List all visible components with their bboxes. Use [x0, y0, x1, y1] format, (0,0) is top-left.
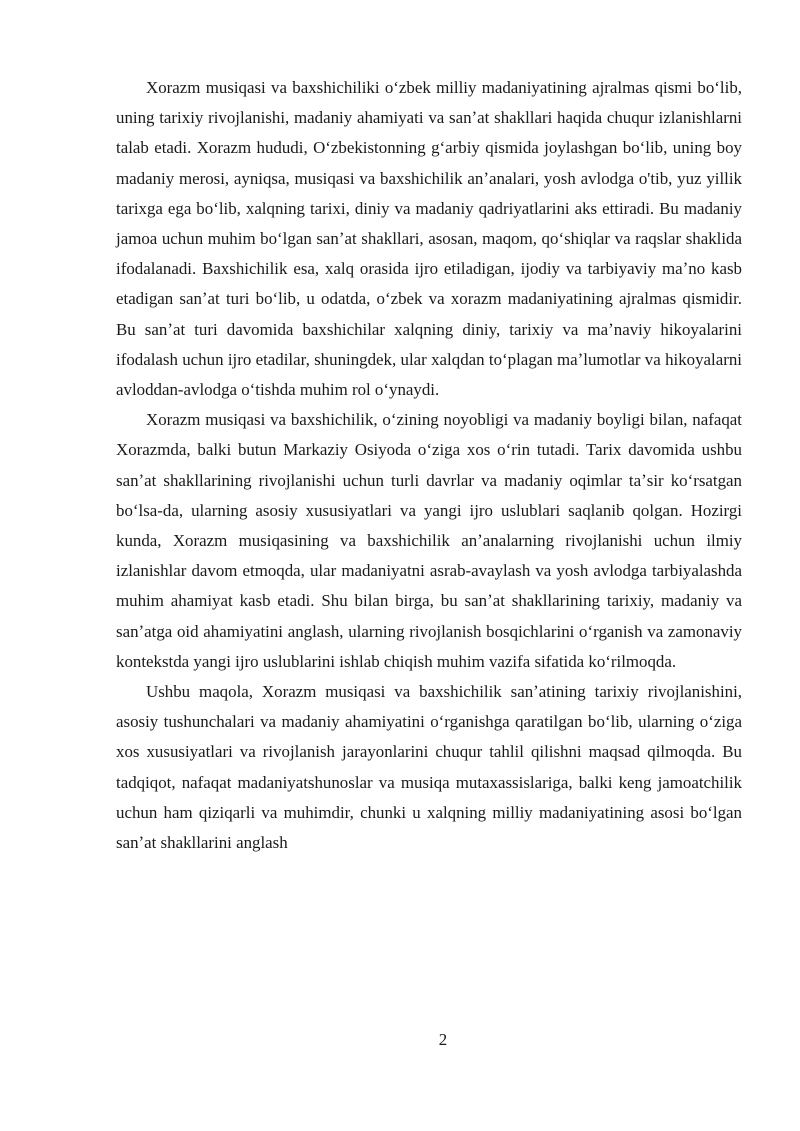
body-text	[116, 73, 742, 858]
paragraph-3: Ushbu maqola, Xorazm musiqasi va baxshichilik sanʼatining tarixiy rivojlanishini, asosiy tushunchalari va madaniy ahamiyatini oʻrganishga qaratilgan boʻlib, ularning oʻziga xos xususiyatlari va rivojlanish jarayonlarini chuqur tahlil qilishni maqsad qilmoqda. Bu tadqiqot, nafaqat madaniyatshunoslar va musiqa mutaxassislariga, balki keng jamoatchilik uchun ham qiziqarli va muhimdir, chunki u xalqning milliy madaniyatining asosi boʻlgan sanʼat shakllarini anglash	[116, 682, 742, 853]
paragraph-2: Xorazm musiqasi va baxshichilik, oʻzining noyobligi va madaniy boyligi bilan, nafaqat Xorazmda, balki butun Markaziy Osiyoda oʻziga xos oʻrin tutadi. Tarix davomida ushbu sanʼat shakllarining rivojlanishi uchun turli davrlar va madaniy oqimlar taʼsir koʻrsatgan boʻlsa-da, ularning asosiy xususiyatlari va yangi ijro uslublari saqlanib qolgan. Hozirgi kunda, Xorazm musiqasining va baxshichilik anʼanalarning rivojlanishi uchun ilmiy izlanishlar davom etmoqda, ular madaniyatni asrab-avaylash va yosh avlodga tarbiyalashda muhim ahamiyat kasb etadi. Shu bilan birga, bu sanʼat shakllarining tarixiy, madaniy va sanʼatga oid ahamiyatini anglash, ularning rivojlanish bosqichlarini oʻrganish va zamonaviy kontekstda yangi ijro uslublarini ishlab chiqish muhim vazifa sifatida koʻrilmoqda.	[116, 410, 742, 671]
page-number: 2	[438, 1030, 448, 1049]
paragraph-1: Xorazm musiqasi va baxshichiliki oʻzbek milliy madaniyatining ajralmas qismi boʻlib, uning tarixiy rivojlanishi, madaniy ahamiyati va sanʼat shakllari haqida chuqur izlanishlarni talab etadi. Xorazm hududi, Oʻzbekistonning gʻarbiy qismida joylashgan boʻlib, uning boy madaniy merosi, ayniqsa, musiqasi va baxshichilik anʼanalari, yosh avlodga o'tib, yuz yillik tarixga ega boʻlib, xalqning tarixi, diniy va madaniy qadriyatlarini aks ettiradi. Bu madaniy jamoa uchun muhim boʻlgan sanʼat shakllari, asosan, maqom, qoʻshiqlar va raqslar shaklida ifodalanadi. Baxshichilik esa, xalq orasida ijro etiladigan, ijodiy va tarbiyaviy maʼno kasb etadigan sanʼat turi boʻlib, u odatda, oʻzbek va xorazm madaniyatining ajralmas qismidir. Bu sanʼat turi davomida baxshichilar xalqning diniy, tarixiy va maʼnaviy hikoyalarini ifodalash uchun ijro etadilar, shuningdek, ular xalqdan toʻplagan maʼlumotlar va hikoyalarni avloddan-avlodga oʻtishda muhim rol oʻynaydi.	[116, 78, 742, 400]
